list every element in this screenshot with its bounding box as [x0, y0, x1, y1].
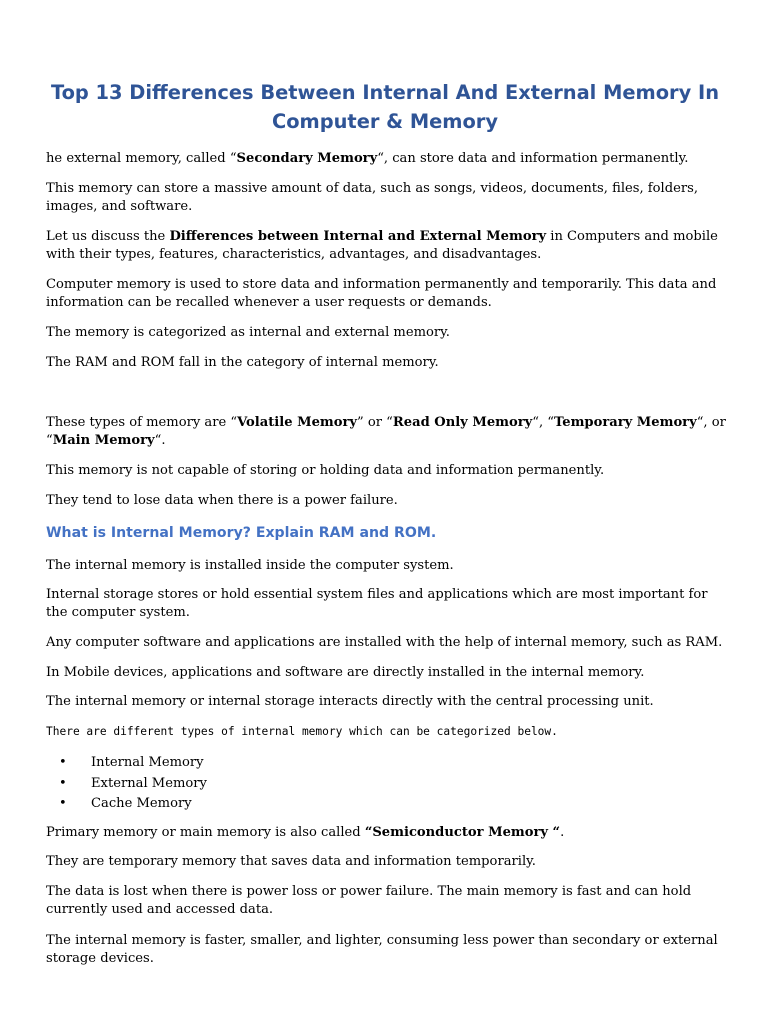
paragraph-semiconductor: Primary memory or main memory is also called “Semiconductor Memory “. — [46, 825, 565, 840]
paragraph-power-failure: They tend to lose data when there is a power failure. — [46, 493, 398, 508]
list-item: • External Memory — [46, 774, 732, 795]
paragraph-system-files: Internal storage stores or hold essential system files and applications which are most important for the computer system. — [46, 587, 708, 620]
paragraph-computer-memory: Computer memory is used to store data and information permanently and temporarily. This data and information can be recalled whenever a user requests or demands. — [46, 277, 717, 310]
paragraph-ram-rom: The RAM and ROM fall in the category of internal memory. — [46, 355, 439, 370]
paragraph-cpu-interaction: The internal memory or internal storage interacts directly with the central processing unit. — [46, 694, 654, 709]
bullet-icon: • — [59, 755, 67, 770]
paragraph-data-lost: The data is lost when there is power loss or power failure. The main memory is fast and can hold currently used and accessed data. — [46, 884, 692, 917]
page-title: Top 13 Differences Between Internal And External Memory In Computer & Memory — [50, 81, 720, 133]
paragraph-software-installed: Any computer software and applications are installed with the help of internal memory, such as RAM. — [46, 635, 723, 650]
paragraph-discussion-intro: Let us discuss the Differences between Internal and External Memory in Computers and mobile with their types, features, characteristics, advantages, and disadvantages. — [46, 229, 718, 262]
code-line-types: There are different types of internal memory which can be categorized below. — [46, 725, 558, 738]
bullet-icon: • — [59, 796, 67, 811]
paragraph-memory-types: These types of memory are “Volatile Memory” or “Read Only Memory“, “Temporary Memory“, or “Main Memory“. — [46, 415, 726, 448]
list-item: • Internal Memory — [46, 753, 732, 774]
paragraph-installed-inside: The internal memory is installed inside the computer system. — [46, 558, 454, 573]
section-heading-internal-memory: What is Internal Memory? Explain RAM and ROM. — [46, 525, 437, 541]
paragraph-temporary: They are temporary memory that saves data and information temporarily. — [46, 854, 536, 869]
paragraph-storage-capacity: This memory can store a massive amount of data, such as songs, videos, documents, files, folders, images, and software. — [46, 181, 698, 214]
paragraph-not-permanent: This memory is not capable of storing or holding data and information permanently. — [46, 463, 605, 478]
paragraph-secondary-memory: he external memory, called “Secondary Memory“, can store data and information permanently. — [46, 151, 689, 166]
paragraph-categorized: The memory is categorized as internal and external memory. — [46, 325, 450, 340]
bullet-icon: • — [59, 775, 67, 791]
paragraph-mobile-devices: In Mobile devices, applications and software are directly installed in the internal memory. — [46, 665, 645, 680]
memory-types-list — [46, 753, 732, 815]
paragraph-faster-smaller: The internal memory is faster, smaller, and lighter, consuming less power than secondary or external storage devices. — [46, 933, 718, 966]
list-item: • Cache Memory — [46, 794, 732, 815]
